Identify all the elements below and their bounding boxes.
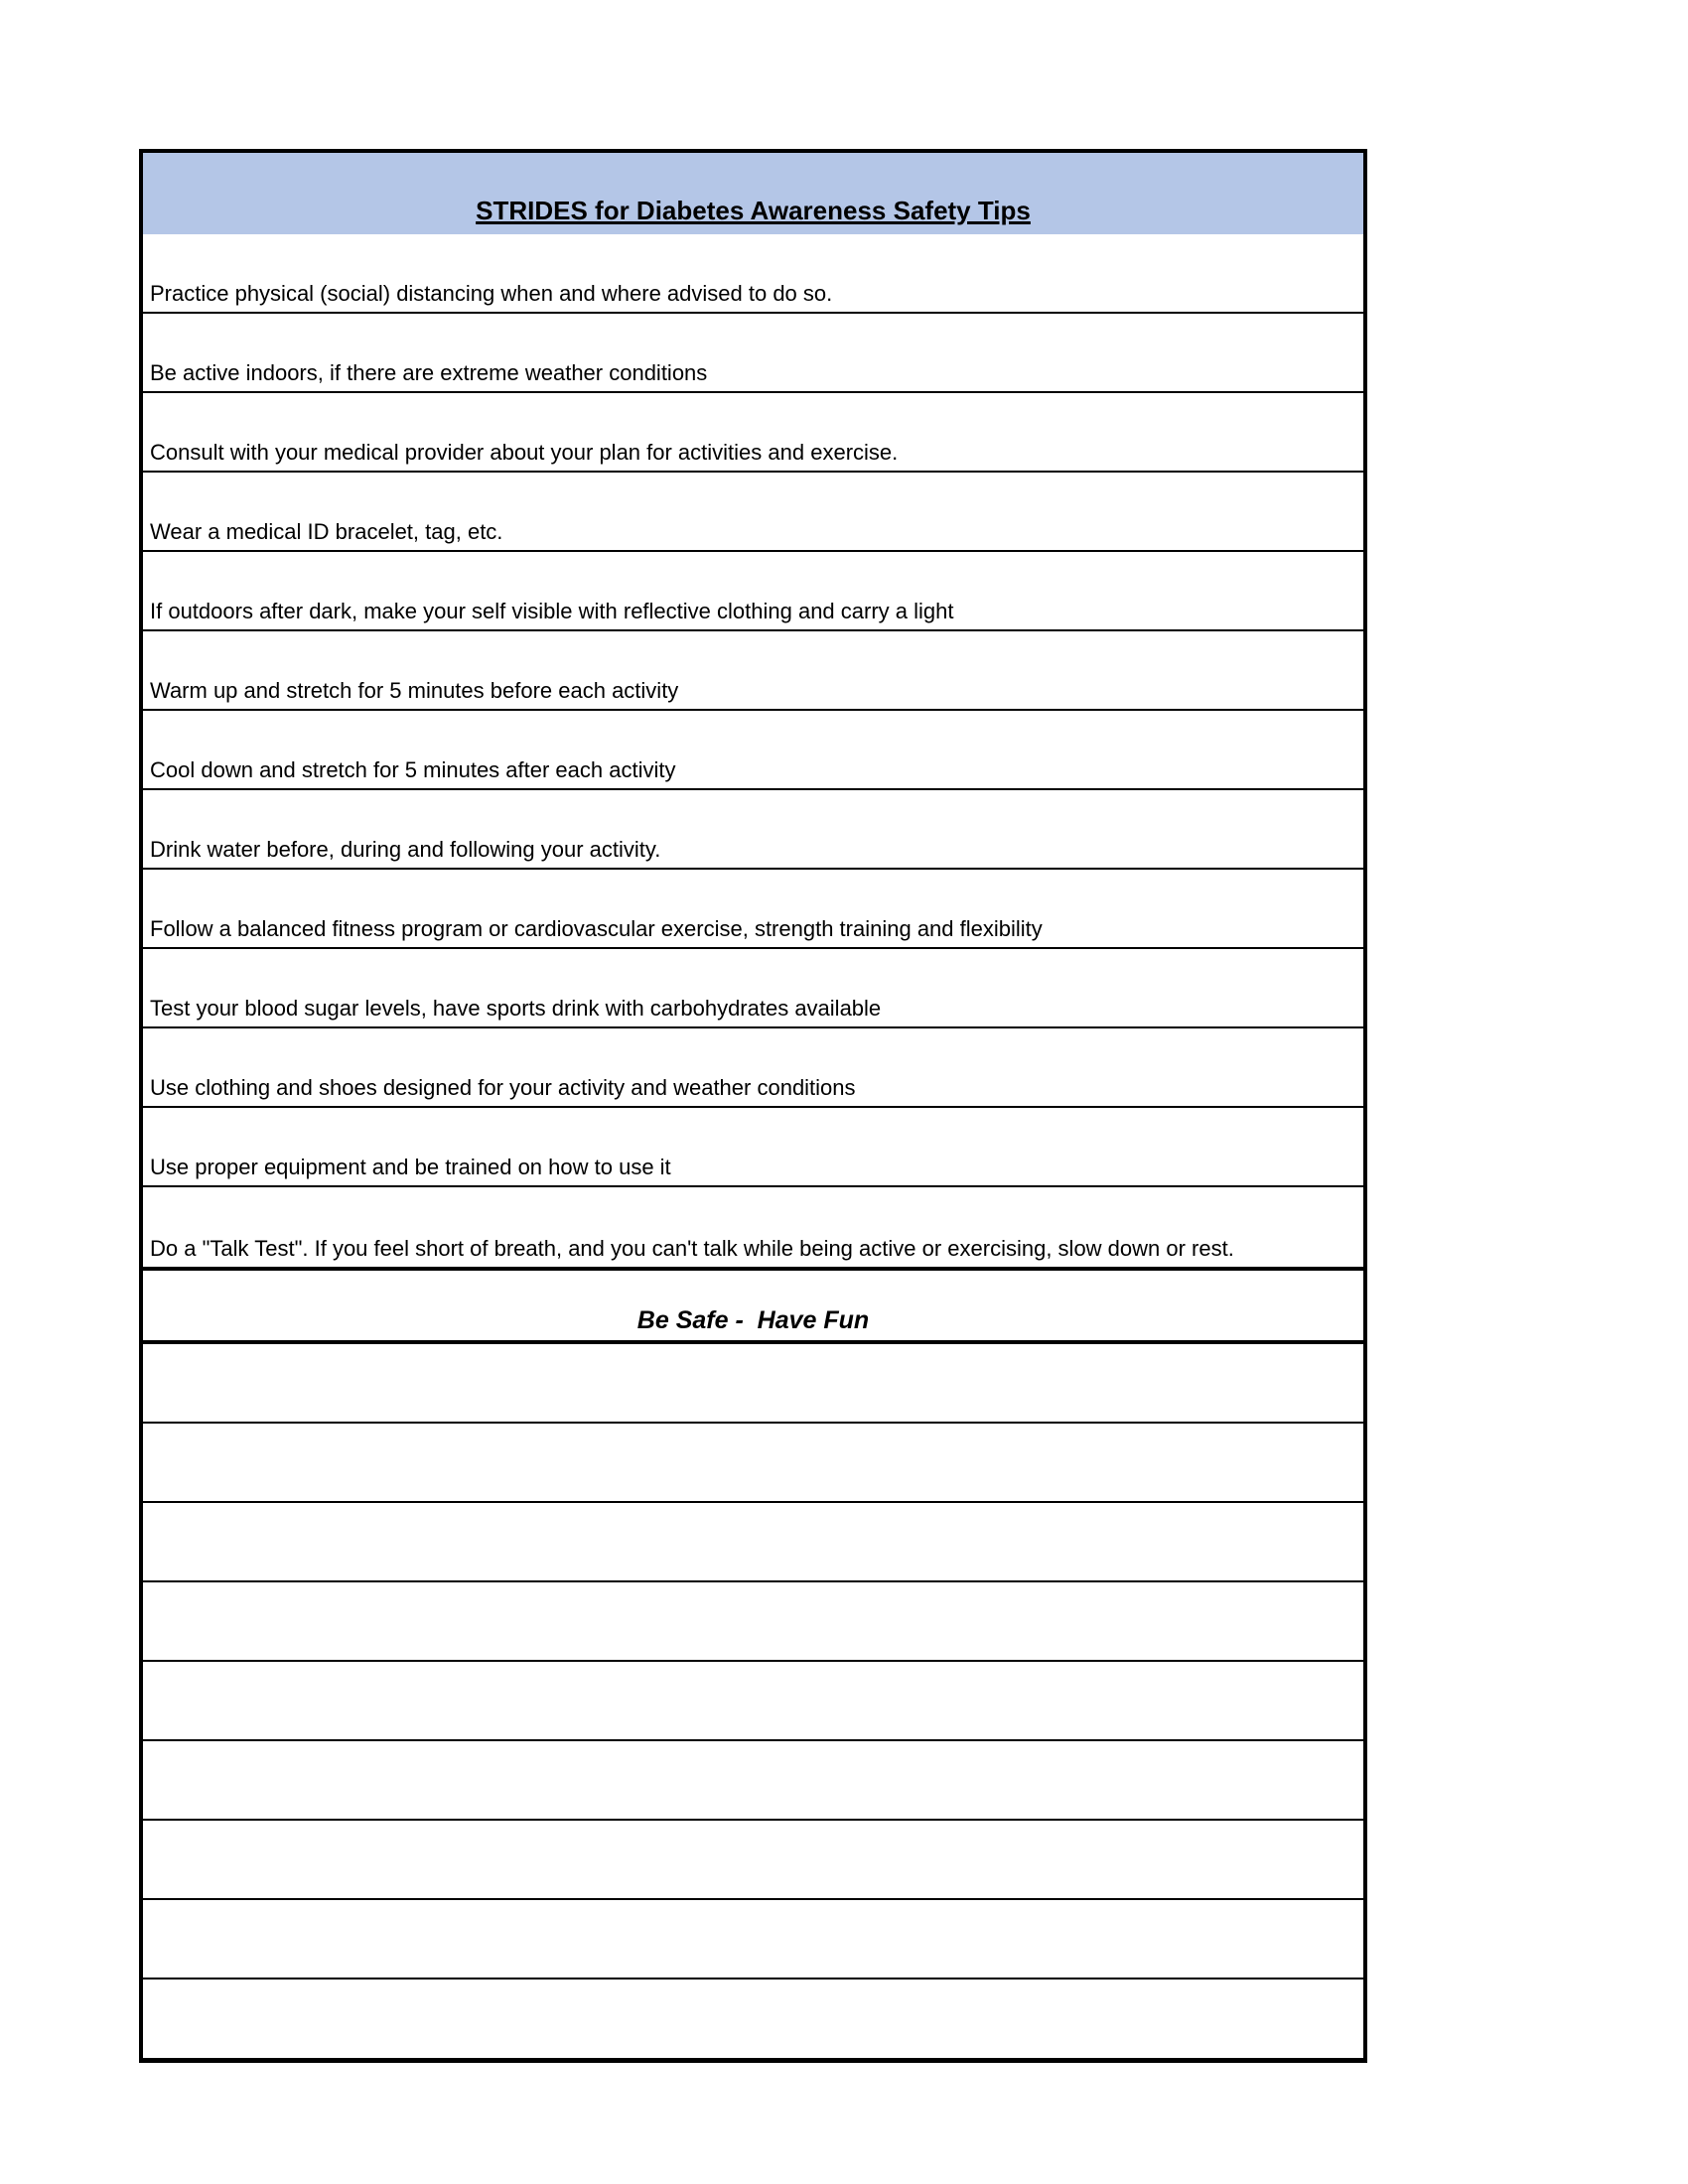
safety-tips-table	[139, 149, 1367, 2063]
tip-text: Use proper equipment and be trained on how to use it	[150, 1155, 671, 1179]
tip-text: Warm up and stretch for 5 minutes before each activity	[150, 678, 679, 703]
tip-text: Cool down and stretch for 5 minutes after each activity	[150, 757, 676, 782]
tip-row	[143, 1187, 1363, 1267]
footer-text: Be Safe - Have Fun	[636, 1306, 870, 1334]
tip-text: Be active indoors, if there are extreme weather conditions	[150, 360, 708, 385]
empty-row	[143, 1741, 1363, 1821]
tip-row	[143, 473, 1363, 552]
empty-row	[143, 1503, 1363, 1582]
tip-row	[143, 711, 1363, 790]
tip-text: Use clothing and shoes designed for your activity and weather conditions	[150, 1075, 856, 1100]
table-title: STRIDES for Diabetes Awareness Safety Tips	[476, 196, 1031, 225]
tips-rows	[143, 234, 1363, 1267]
empty-row	[143, 1821, 1363, 1900]
empty-row	[143, 1344, 1363, 1424]
tip-row	[143, 314, 1363, 393]
empty-row	[143, 1582, 1363, 1662]
tip-text: Wear a medical ID bracelet, tag, etc.	[150, 519, 503, 544]
table-header-row	[143, 153, 1363, 234]
empty-row	[143, 1900, 1363, 1979]
tip-row	[143, 393, 1363, 473]
empty-rows	[143, 1344, 1363, 2058]
tip-text: Test your blood sugar levels, have sports drink with carbohydrates available	[150, 996, 882, 1021]
tip-row	[143, 234, 1363, 314]
tip-row	[143, 1108, 1363, 1187]
tip-text: Drink water before, during and following your activity.	[150, 837, 661, 862]
tip-row	[143, 552, 1363, 631]
tip-row	[143, 949, 1363, 1028]
empty-row	[143, 1424, 1363, 1503]
tip-row	[143, 631, 1363, 711]
tip-row	[143, 790, 1363, 870]
tip-text: If outdoors after dark, make your self visible with reflective clothing and carry a light	[150, 599, 954, 623]
tip-text: Do a "Talk Test". If you feel short of breath, and you can't talk while being active or exercising, slow down or rest.	[150, 1236, 1234, 1261]
tip-row	[143, 1028, 1363, 1108]
footer-row	[143, 1267, 1363, 1344]
empty-row	[143, 1662, 1363, 1741]
tip-row	[143, 870, 1363, 949]
tip-text: Follow a balanced fitness program or cardiovascular exercise, strength training and flexibility	[150, 916, 1043, 941]
tip-text: Consult with your medical provider about your plan for activities and exercise.	[150, 440, 899, 465]
tip-text: Practice physical (social) distancing when and where advised to do so.	[150, 281, 833, 306]
empty-row	[143, 1979, 1363, 2058]
